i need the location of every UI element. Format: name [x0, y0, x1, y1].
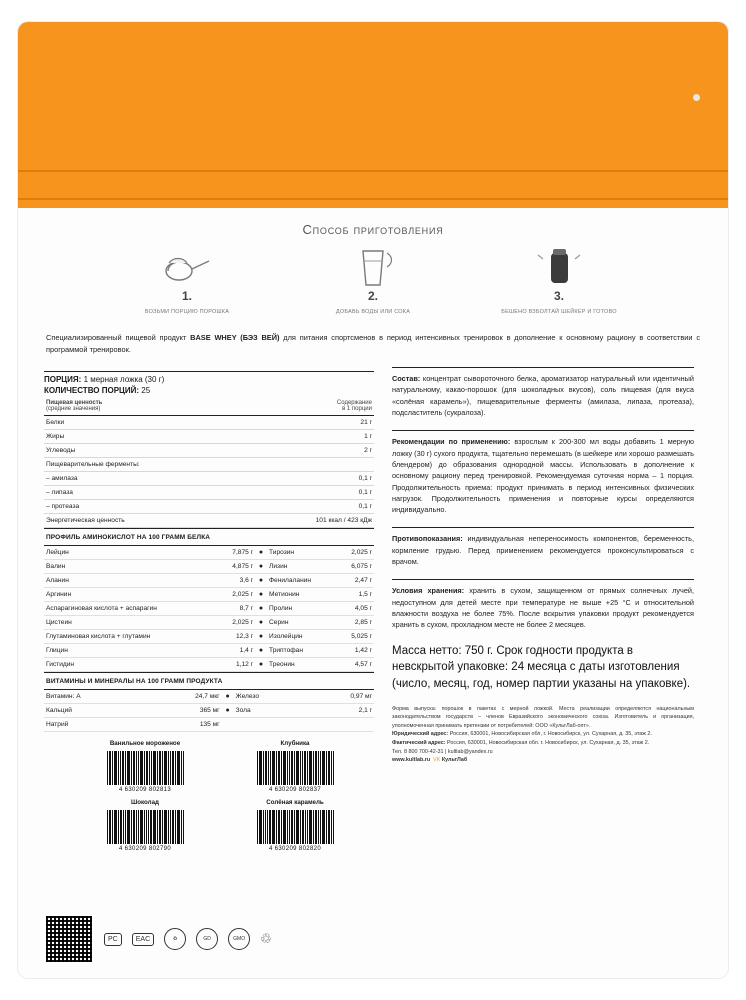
list-item	[298, 243, 448, 316]
step-caption: БЕШЕНО ВЗБОЛТАЙ ШЕЙКЕР И ГОТОВО	[501, 309, 617, 315]
row-name: Пищеварительные ферменты:	[44, 458, 248, 472]
no-gmo-icon: GMO	[228, 928, 250, 950]
list-item	[220, 799, 370, 852]
row-name: Пролин	[267, 602, 337, 616]
row-value: 4,875 г	[218, 560, 255, 574]
info-column	[392, 367, 694, 858]
package-zip-strip	[18, 170, 728, 200]
row-name: Лизин	[267, 560, 337, 574]
barcode-number: 4 630209 802820	[268, 846, 322, 853]
legal-address-1-value: Россия, 630001, Новосибирская обл, г. Новосибирск, ул. Сухарная, д. 35, этаж 2.	[448, 731, 652, 738]
barcode-grid	[70, 740, 370, 858]
divider	[392, 579, 694, 580]
row-value: 2,025 г	[218, 588, 255, 602]
row-name: Аланин	[44, 574, 218, 588]
nutrition-header-right-main: Содержание	[336, 400, 372, 407]
storage-block	[392, 579, 694, 630]
portion-value: 1 мерная ложка (30 г)	[83, 375, 165, 385]
row-name: Энергетическая ценность	[44, 514, 248, 528]
row-name: Метионин	[267, 588, 337, 602]
intro-pre: Специализированный пищевой продукт	[46, 333, 191, 343]
row-value: 1,5 г	[337, 588, 374, 602]
step-caption: ВОЗЬМИ ПОРЦИЮ ПОРОШКА	[144, 309, 230, 315]
shaker-icon	[484, 243, 634, 289]
row-value: 8,7 г	[218, 602, 255, 616]
contraindications-title: Противопоказания:	[392, 534, 463, 544]
row-name: – липаза	[44, 486, 248, 500]
row-name: Изолейцин	[267, 630, 337, 644]
table-row	[44, 602, 374, 616]
bullet-icon: ●	[255, 574, 267, 588]
table-row	[44, 644, 374, 658]
divider	[392, 430, 694, 431]
product-name: BASE WHEY (БЭЗ ВЕЙ)	[190, 333, 280, 343]
amino-table	[44, 546, 374, 672]
divider	[392, 367, 694, 368]
vitamins-table	[44, 690, 374, 732]
row-name: Натрий	[44, 718, 146, 732]
legal-address-2	[392, 739, 694, 748]
row-name: – протеаза	[44, 500, 248, 514]
table-header-row	[44, 397, 374, 416]
divider	[44, 371, 374, 372]
row-value: 135 мг	[146, 718, 221, 732]
servings-line	[44, 386, 374, 395]
list-item	[70, 740, 220, 793]
bullet-icon	[222, 718, 234, 732]
storage-title: Условия хранения:	[392, 586, 465, 596]
row-name: Витамин: А	[44, 690, 146, 704]
row-value: 0,1 г	[248, 500, 374, 514]
certification-marks	[44, 914, 272, 964]
nutrition-header-left-sub: (средние значения)	[46, 406, 101, 413]
table-row	[44, 690, 374, 704]
row-name: Гистидин	[44, 658, 218, 672]
row-name: Зола	[234, 704, 307, 718]
bullet-icon: ●	[255, 602, 267, 616]
bullet-icon: ●	[255, 546, 267, 560]
row-value	[248, 458, 374, 472]
table-row	[44, 658, 374, 672]
row-value: 1,42 г	[337, 644, 374, 658]
row-value: 3,6 г	[218, 574, 255, 588]
bullet-icon: ●	[222, 690, 234, 704]
row-value: 0,1 г	[248, 486, 374, 500]
row-name: Белки	[44, 416, 248, 430]
row-name: Лейцин	[44, 546, 218, 560]
row-value: 2,025 г	[218, 616, 255, 630]
table-row	[44, 560, 374, 574]
row-name: Жиры	[44, 430, 248, 444]
barcode-image	[70, 808, 220, 844]
barcode-image	[220, 808, 370, 844]
row-value: 1 г	[248, 430, 374, 444]
row-value: 1,12 г	[218, 658, 255, 672]
composition-text: концентрат сывороточного белка, ароматизатор натуральный или идентичный натуральному, какао-порошок (для шоколадных вкусов), соль пищевая (для вкуса «солёная карамель»), пищеварительные ферменты (амилаза, липаза, протеаза), подсластитель (сукралоза).	[392, 374, 694, 418]
legal-block	[392, 705, 694, 765]
row-name: Цистеин	[44, 616, 218, 630]
row-name: Углеводы	[44, 444, 248, 458]
legal-address-1-label: Юридический адрес:	[392, 731, 449, 738]
row-name	[234, 718, 307, 732]
usage-block	[392, 430, 694, 515]
row-value: 6,075 г	[337, 560, 374, 574]
barcode-caption: Шоколад	[131, 799, 159, 807]
barcode-image	[70, 749, 220, 785]
barcode-caption: Клубника	[280, 740, 310, 748]
table-row	[44, 616, 374, 630]
barcode-caption: Ванильное мороженое	[109, 740, 181, 748]
table-row	[44, 718, 374, 732]
legal-address-1	[392, 730, 694, 739]
row-name: Глутаминовая кислота + глутамин	[44, 630, 218, 644]
row-value: 1,4 г	[218, 644, 255, 658]
bullet-icon: ●	[255, 588, 267, 602]
row-value	[306, 718, 374, 732]
row-value: 4,57 г	[337, 658, 374, 672]
row-name: Триптофан	[267, 644, 337, 658]
row-name: Аспарагиновая кислота + аспарагин	[44, 602, 218, 616]
row-value: 12,3 г	[218, 630, 255, 644]
composition-title: Состав:	[392, 374, 421, 384]
table-row	[44, 500, 374, 514]
row-name: Кальций	[44, 704, 146, 718]
row-value: 365 мг	[146, 704, 221, 718]
row-name: Валин	[44, 560, 218, 574]
table-row	[44, 430, 374, 444]
contraindications-text: индивидуальная непереносимость компонентов, беременность, кормление грудью. Перед применением рекомендуется проконсультироваться с врачом.	[392, 534, 694, 567]
step-number: 3.	[553, 289, 564, 303]
nutrition-table	[44, 397, 374, 528]
step-number: 1.	[181, 289, 192, 303]
table-row	[44, 704, 374, 718]
contraindications-block	[392, 527, 694, 567]
legal-phone[interactable]: Тел. 8 800 700-42-31 | kultlab@yandex.ru	[392, 748, 493, 755]
bullet-icon: ●	[255, 560, 267, 574]
product-package	[18, 22, 728, 978]
bullet-icon: ●	[255, 616, 267, 630]
preparation-title: Способ приготовления	[302, 222, 444, 237]
table-row	[44, 588, 374, 602]
table-row	[44, 416, 374, 430]
vk-icon: VK	[433, 757, 441, 764]
row-value: 7,875 г	[218, 546, 255, 560]
portion-line	[44, 375, 374, 384]
list-item	[484, 243, 634, 316]
legal-social-name: КультЛаб	[441, 757, 468, 764]
intro-post: для питания спортсменов в период интенсивных тренировок в дополнение к основному рациону в соответствии с программой тренировок.	[46, 333, 701, 354]
table-row	[44, 486, 374, 500]
legal-address-2-label: Фактический адрес:	[392, 740, 446, 747]
row-value: 2,47 г	[337, 574, 374, 588]
legal-paragraph: Форма выпуска: порошок в пакетах с мерной ложкой. Места реализации определяются национальным законодательством государств – членов Евразийского экономического союза. Изготовитель и организация, уполномоченная принимать претензии от потребителей: ООО «КультЛаб-опт».	[392, 705, 694, 729]
green-dot-icon: GD	[196, 928, 218, 950]
barcode-number: 4 630209 802790	[118, 846, 172, 853]
row-value: 2,025 г	[337, 546, 374, 560]
bullet-icon: ●	[255, 630, 267, 644]
label-columns	[44, 367, 702, 858]
list-item	[70, 799, 220, 852]
row-value: 0,97 мг	[306, 690, 374, 704]
row-value: 2,85 г	[337, 616, 374, 630]
package-hang-hole	[693, 94, 700, 101]
row-name: Глицин	[44, 644, 218, 658]
glass-icon	[298, 243, 448, 289]
tidyman-icon: ♲	[260, 931, 272, 946]
table-row	[44, 472, 374, 486]
package-back-label	[18, 208, 728, 978]
barcode-image	[220, 749, 370, 785]
legal-address-2-value: Россия, 630001, Новосибирская обл. г. Новосибирск, ул. Сухарная, д. 35, этаж 2.	[445, 740, 650, 747]
row-value: 2 г	[248, 444, 374, 458]
row-name: Аргинин	[44, 588, 218, 602]
table-row	[44, 546, 374, 560]
amino-profile-title: ПРОФИЛЬ АМИНОКИСЛОТ НА 100 ГРАММ БЕЛКА	[44, 528, 374, 546]
row-value: 4,05 г	[337, 602, 374, 616]
legal-site[interactable]	[392, 756, 694, 765]
table-row	[44, 630, 374, 644]
rst-mark-icon: PC	[104, 933, 122, 946]
portion-label: ПОРЦИЯ:	[44, 375, 82, 385]
servings-label: КОЛИЧЕСТВО ПОРЦИЙ:	[44, 386, 140, 396]
row-name: Фенилаланин	[267, 574, 337, 588]
servings-value: 25	[141, 386, 151, 396]
row-value: 21 г	[248, 416, 374, 430]
bullet-icon: ●	[255, 658, 267, 672]
row-name: Железо	[234, 690, 307, 704]
row-value: 101 ккал / 423 кДж	[248, 514, 374, 528]
table-row	[44, 444, 374, 458]
row-name: Серин	[267, 616, 337, 630]
composition-block	[392, 367, 694, 418]
vitamins-title: ВИТАМИНЫ И МИНЕРАЛЫ НА 100 ГРАММ ПРОДУКТА	[44, 672, 374, 690]
scoop-icon	[112, 243, 262, 289]
nutrition-header-left	[44, 397, 248, 416]
legal-site-url[interactable]: www.kultlab.ru	[392, 757, 431, 764]
net-weight-text: Масса нетто: 750 г. Срок годности продукта в невскрытой упаковке: 24 месяца с даты изготовления (число, месяц, год, номер партии указаны на упаковке).	[392, 644, 691, 690]
intro-paragraph	[46, 332, 700, 355]
bullet-icon: ●	[255, 644, 267, 658]
barcode-number: 4 630209 802837	[268, 787, 322, 794]
list-item	[220, 740, 370, 793]
usage-text: взрослым к 200-300 мл воды добавить 1 мерную ложку (30 г) сухого продукта, тщательно перемешать (в шейкере или хорошо размешать блендером) до образования однородной массы. Использовать в дополнение к основному рациону перед тренировкой. Рекомендуемая суточная норма – 1 порция. Продолжительность приема: продукт принимать в период интенсивных физических нагрузок. Продолжительность применения и повторные курсы определяются индивидуально.	[392, 437, 694, 515]
list-item	[112, 243, 262, 316]
row-name: Треонин	[267, 658, 337, 672]
table-row	[44, 458, 374, 472]
bullet-icon: ●	[222, 704, 234, 718]
table-row	[44, 574, 374, 588]
nutrition-header-left-main: Пищевая ценность	[46, 400, 103, 407]
row-name: Тирозин	[267, 546, 337, 560]
step-number: 2.	[367, 289, 378, 303]
nutrition-header-right-sub: в 1 порции	[342, 406, 372, 413]
table-row	[44, 514, 374, 528]
row-name: – амилаза	[44, 472, 248, 486]
storage-text: хранить в сухом, защищенном от прямых солнечных лучей, недоступном для детей месте при температуре не выше +25 °С и относительной влажности воздуха не более 75%. После вскрытия упаковки продукт рекомендуется хранить в сухом, прохладном месте не более 2 месяцев.	[392, 586, 694, 630]
nutrition-column	[44, 367, 374, 858]
divider	[392, 527, 694, 528]
row-value: 2,1 г	[306, 704, 374, 718]
eac-mark-icon: EAC	[132, 933, 154, 946]
row-value: 0,1 г	[248, 472, 374, 486]
row-value: 5,025 г	[337, 630, 374, 644]
barcode-caption: Солёная карамель	[266, 799, 324, 807]
row-value: 24,7 мкг	[146, 690, 221, 704]
usage-title: Рекомендации по применению:	[392, 437, 511, 447]
barcode-number: 4 630209 802813	[118, 787, 172, 794]
step-caption: ДОБАВЬ ВОДЫ ИЛИ СОКА	[335, 309, 411, 315]
recycle-icon: ♻	[164, 928, 186, 950]
qr-code[interactable]	[44, 914, 94, 964]
nutrition-header-right	[248, 397, 374, 416]
preparation-steps	[18, 243, 728, 316]
